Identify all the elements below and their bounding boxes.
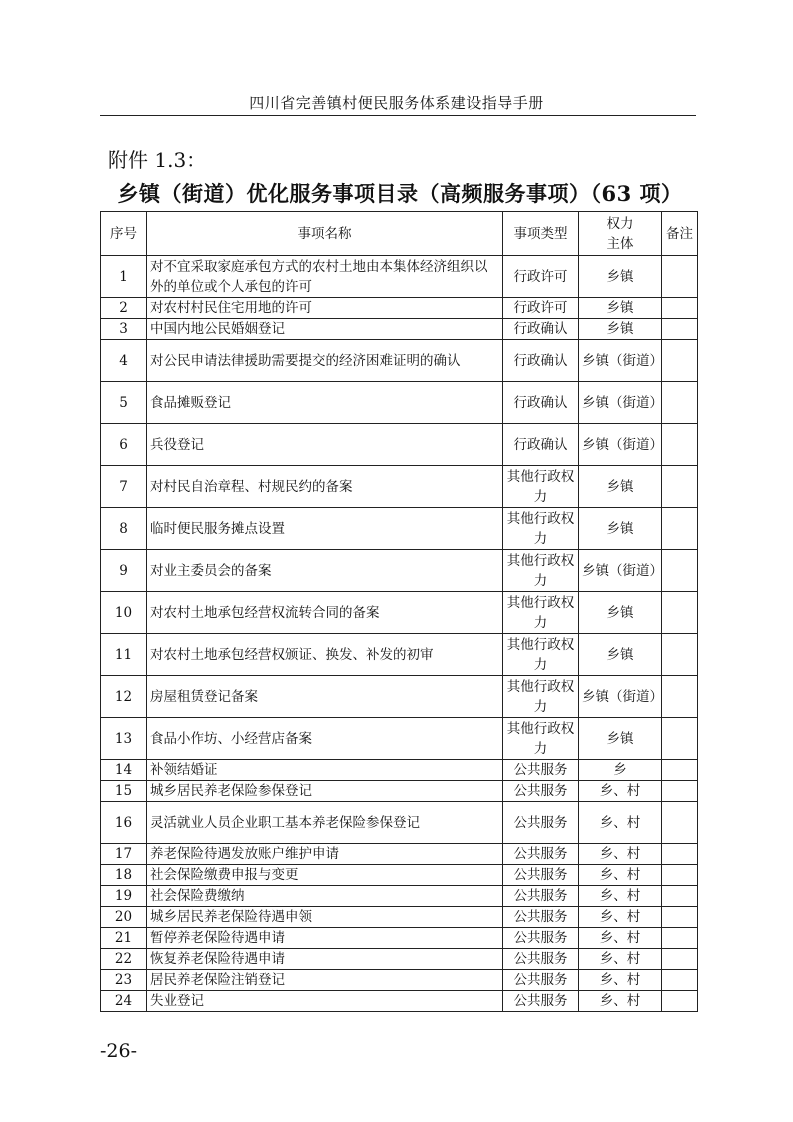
authority-subject: 乡、村 (579, 781, 662, 802)
row-number: 20 (101, 907, 147, 928)
item-name: 灵活就业人员企业职工基本养老保险参保登记 (147, 802, 503, 844)
item-type: 行政确认 (503, 340, 579, 382)
item-name: 对农村村民住宅用地的许可 (147, 298, 503, 319)
authority-subject: 乡镇（街道） (579, 424, 662, 466)
col-header-subject-line1: 权力 (606, 215, 634, 232)
item-name: 城乡居民养老保险待遇申领 (147, 907, 503, 928)
table-row (101, 802, 698, 844)
page-number: -26- (100, 1040, 138, 1062)
remark (662, 886, 698, 907)
row-number: 24 (101, 991, 147, 1012)
row-number: 21 (101, 928, 147, 949)
authority-subject: 乡、村 (579, 970, 662, 991)
authority-subject: 乡镇（街道） (579, 340, 662, 382)
remark (662, 949, 698, 970)
row-number: 16 (101, 802, 147, 844)
row-number: 15 (101, 781, 147, 802)
table-row (101, 592, 698, 634)
col-header-name: 事项名称 (147, 212, 503, 256)
item-name: 房屋租赁登记备案 (147, 676, 503, 718)
item-type: 公共服务 (503, 886, 579, 907)
authority-subject: 乡镇 (579, 718, 662, 760)
row-number: 13 (101, 718, 147, 760)
item-type: 公共服务 (503, 970, 579, 991)
authority-subject: 乡、村 (579, 907, 662, 928)
table-row (101, 508, 698, 550)
remark (662, 844, 698, 865)
row-number: 17 (101, 844, 147, 865)
table-row (101, 907, 698, 928)
item-name: 补领结婚证 (147, 760, 503, 781)
item-name: 对农村土地承包经营权颁证、换发、补发的初审 (147, 634, 503, 676)
item-name: 养老保险待遇发放账户维护申请 (147, 844, 503, 865)
remark (662, 970, 698, 991)
authority-subject: 乡、村 (579, 928, 662, 949)
table-row (101, 319, 698, 340)
item-type: 公共服务 (503, 928, 579, 949)
authority-subject: 乡、村 (579, 886, 662, 907)
authority-subject: 乡镇（街道） (579, 382, 662, 424)
remark (662, 676, 698, 718)
table-header-row (101, 212, 698, 256)
table-body (101, 256, 698, 1012)
item-name: 食品摊贩登记 (147, 382, 503, 424)
remark (662, 634, 698, 676)
item-name: 失业登记 (147, 991, 503, 1012)
item-type: 其他行政权力 (503, 676, 579, 718)
remark (662, 340, 698, 382)
table-row (101, 949, 698, 970)
table-row (101, 781, 698, 802)
item-type: 其他行政权力 (503, 466, 579, 508)
col-header-subject-line2: 主体 (606, 235, 634, 252)
row-number: 7 (101, 466, 147, 508)
item-name: 恢复养老保险待遇申请 (147, 949, 503, 970)
item-type: 行政确认 (503, 382, 579, 424)
row-number: 22 (101, 949, 147, 970)
authority-subject: 乡镇 (579, 466, 662, 508)
item-type: 行政确认 (503, 319, 579, 340)
col-header-subject (579, 212, 662, 256)
remark (662, 928, 698, 949)
table-row (101, 298, 698, 319)
item-name: 暂停养老保险待遇申请 (147, 928, 503, 949)
authority-subject: 乡镇 (579, 634, 662, 676)
service-catalog-table (100, 211, 698, 1012)
document-title: 乡镇（街道）优化服务事项目录（高频服务事项）（63 项） (117, 181, 683, 206)
remark (662, 466, 698, 508)
item-name: 兵役登记 (147, 424, 503, 466)
table-row (101, 256, 698, 298)
item-type: 公共服务 (503, 865, 579, 886)
authority-subject: 乡、村 (579, 865, 662, 886)
item-type: 公共服务 (503, 781, 579, 802)
row-number: 14 (101, 760, 147, 781)
item-type: 其他行政权力 (503, 634, 579, 676)
item-type: 公共服务 (503, 802, 579, 844)
item-type: 公共服务 (503, 844, 579, 865)
row-number: 19 (101, 886, 147, 907)
authority-subject: 乡镇 (579, 508, 662, 550)
table-row (101, 718, 698, 760)
table-row (101, 424, 698, 466)
item-type: 行政确认 (503, 424, 579, 466)
item-name: 对业主委员会的备案 (147, 550, 503, 592)
authority-subject: 乡镇 (579, 319, 662, 340)
table-row (101, 844, 698, 865)
item-name: 临时便民服务摊点设置 (147, 508, 503, 550)
remark (662, 592, 698, 634)
authority-subject: 乡镇 (579, 298, 662, 319)
row-number: 6 (101, 424, 147, 466)
item-type: 其他行政权力 (503, 508, 579, 550)
authority-subject: 乡镇 (579, 256, 662, 298)
item-type: 其他行政权力 (503, 718, 579, 760)
authority-subject: 乡镇（街道） (579, 550, 662, 592)
header-rule (100, 115, 696, 116)
authority-subject: 乡 (579, 760, 662, 781)
item-name: 居民养老保险注销登记 (147, 970, 503, 991)
table-row (101, 466, 698, 508)
authority-subject: 乡镇 (579, 592, 662, 634)
remark (662, 760, 698, 781)
row-number: 12 (101, 676, 147, 718)
item-type: 其他行政权力 (503, 592, 579, 634)
item-name: 社会保险缴费申报与变更 (147, 865, 503, 886)
row-number: 11 (101, 634, 147, 676)
row-number: 4 (101, 340, 147, 382)
item-type: 行政许可 (503, 298, 579, 319)
authority-subject: 乡、村 (579, 844, 662, 865)
remark (662, 781, 698, 802)
row-number: 5 (101, 382, 147, 424)
table-row (101, 991, 698, 1012)
authority-subject: 乡镇（街道） (579, 676, 662, 718)
table-row (101, 760, 698, 781)
running-header: 四川省完善镇村便民服务体系建设指导手册 (249, 94, 544, 112)
remark (662, 424, 698, 466)
remark (662, 508, 698, 550)
authority-subject: 乡、村 (579, 802, 662, 844)
authority-subject: 乡、村 (579, 991, 662, 1012)
row-number: 9 (101, 550, 147, 592)
remark (662, 802, 698, 844)
item-name: 对公民申请法律援助需要提交的经济困难证明的确认 (147, 340, 503, 382)
item-name: 食品小作坊、小经营店备案 (147, 718, 503, 760)
item-name: 对农村土地承包经营权流转合同的备案 (147, 592, 503, 634)
table-row (101, 865, 698, 886)
item-name: 对不宜采取家庭承包方式的农村土地由本集体经济组织以外的单位或个人承包的许可 (147, 256, 503, 298)
table-row (101, 550, 698, 592)
row-number: 1 (101, 256, 147, 298)
item-type: 其他行政权力 (503, 550, 579, 592)
item-name: 城乡居民养老保险参保登记 (147, 781, 503, 802)
item-type: 行政许可 (503, 256, 579, 298)
row-number: 3 (101, 319, 147, 340)
remark (662, 382, 698, 424)
col-header-no: 序号 (101, 212, 147, 256)
table-row (101, 928, 698, 949)
item-type: 公共服务 (503, 907, 579, 928)
item-name: 社会保险费缴纳 (147, 886, 503, 907)
remark (662, 718, 698, 760)
authority-subject: 乡、村 (579, 949, 662, 970)
item-name: 对村民自治章程、村规民约的备案 (147, 466, 503, 508)
remark (662, 991, 698, 1012)
table-row (101, 382, 698, 424)
remark (662, 907, 698, 928)
item-type: 公共服务 (503, 991, 579, 1012)
remark (662, 298, 698, 319)
remark (662, 256, 698, 298)
remark (662, 865, 698, 886)
item-name: 中国内地公民婚姻登记 (147, 319, 503, 340)
row-number: 18 (101, 865, 147, 886)
row-number: 2 (101, 298, 147, 319)
item-type: 公共服务 (503, 760, 579, 781)
table-row (101, 886, 698, 907)
row-number: 10 (101, 592, 147, 634)
attachment-label: 附件 1.3： (108, 148, 207, 172)
table-row (101, 970, 698, 991)
table-row (101, 340, 698, 382)
col-header-type: 事项类型 (503, 212, 579, 256)
remark (662, 550, 698, 592)
table-row (101, 634, 698, 676)
remark (662, 319, 698, 340)
table-row (101, 676, 698, 718)
row-number: 8 (101, 508, 147, 550)
col-header-remark: 备注 (662, 212, 698, 256)
row-number: 23 (101, 970, 147, 991)
item-type: 公共服务 (503, 949, 579, 970)
